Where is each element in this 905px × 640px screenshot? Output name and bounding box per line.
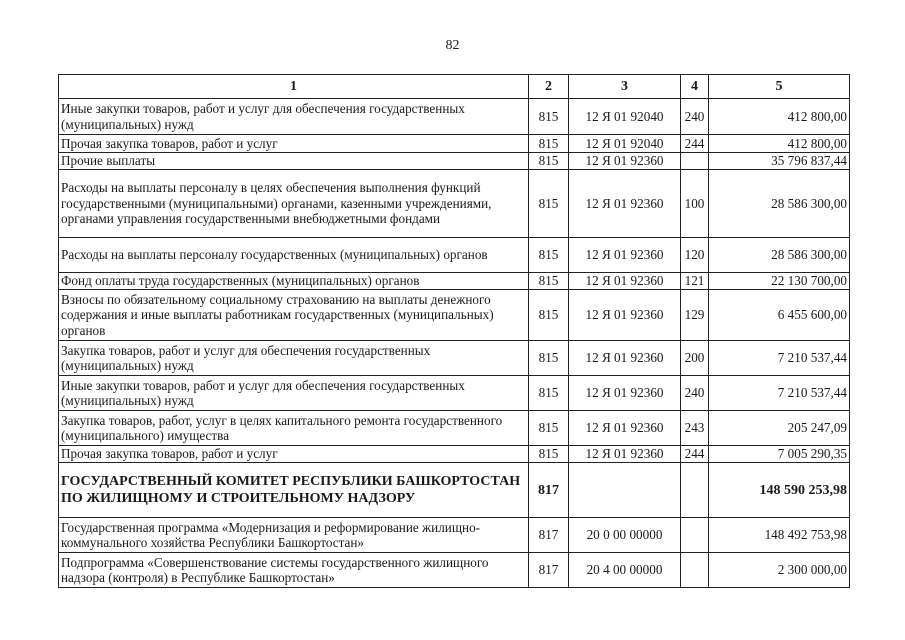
row-amount: 148 492 753,98 bbox=[709, 518, 850, 553]
row-target-article: 20 4 00 00000 bbox=[569, 553, 681, 588]
row-target-article bbox=[569, 463, 681, 518]
row-name: ГОСУДАРСТВЕННЫЙ КОМИТЕТ РЕСПУБЛИКИ БАШКОРТОСТАН ПО ЖИЛИЩНОМУ И СТРОИТЕЛЬНОМУ НАДЗОРУ bbox=[59, 463, 529, 518]
column-header-2: 2 bbox=[529, 75, 569, 99]
row-expense-type: 240 bbox=[681, 376, 709, 411]
row-amount: 7 210 537,44 bbox=[709, 341, 850, 376]
row-target-article: 12 Я 01 92360 bbox=[569, 376, 681, 411]
row-department-code: 815 bbox=[529, 170, 569, 238]
row-expense-type: 243 bbox=[681, 411, 709, 446]
table-row bbox=[59, 411, 850, 446]
row-amount: 28 586 300,00 bbox=[709, 170, 850, 238]
row-target-article: 12 Я 01 92360 bbox=[569, 153, 681, 170]
row-expense-type bbox=[681, 518, 709, 553]
table-row bbox=[59, 273, 850, 290]
table-row bbox=[59, 135, 850, 153]
row-amount: 412 800,00 bbox=[709, 135, 850, 153]
row-expense-type bbox=[681, 463, 709, 518]
row-amount: 22 130 700,00 bbox=[709, 273, 850, 290]
row-name: Подпрограмма «Совершенствование системы государственного жилищного надзора (контроля) в Республике Башкортостан» bbox=[59, 553, 529, 588]
table-row-department bbox=[59, 463, 850, 518]
row-name: Прочая закупка товаров, работ и услуг bbox=[59, 135, 529, 153]
row-name: Расходы на выплаты персоналу в целях обеспечения выполнения функций государственными (муниципальными) органами, казенными учреждениями, органами управления государственными внебюджетными фондами bbox=[59, 170, 529, 238]
row-name: Прочие выплаты bbox=[59, 153, 529, 170]
column-header-4: 4 bbox=[681, 75, 709, 99]
column-header-5: 5 bbox=[709, 75, 850, 99]
row-target-article: 12 Я 01 92360 bbox=[569, 411, 681, 446]
table-row bbox=[59, 238, 850, 273]
row-department-code: 815 bbox=[529, 290, 569, 341]
row-department-code: 815 bbox=[529, 99, 569, 135]
column-header-3: 3 bbox=[569, 75, 681, 99]
row-name: Государственная программа «Модернизация и реформирование жилищно-коммунального хозяйства Республики Башкортостан» bbox=[59, 518, 529, 553]
table-row bbox=[59, 518, 850, 553]
row-name: Закупка товаров, работ и услуг для обеспечения государственных (муниципальных) нужд bbox=[59, 341, 529, 376]
row-target-article: 20 0 00 00000 bbox=[569, 518, 681, 553]
row-amount: 35 796 837,44 bbox=[709, 153, 850, 170]
table-row bbox=[59, 553, 850, 588]
table-row bbox=[59, 153, 850, 170]
table-row bbox=[59, 376, 850, 411]
row-expense-type bbox=[681, 153, 709, 170]
row-name: Прочая закупка товаров, работ и услуг bbox=[59, 446, 529, 463]
row-amount: 6 455 600,00 bbox=[709, 290, 850, 341]
row-expense-type: 244 bbox=[681, 135, 709, 153]
row-department-code: 817 bbox=[529, 553, 569, 588]
row-department-code: 815 bbox=[529, 341, 569, 376]
row-amount: 7 210 537,44 bbox=[709, 376, 850, 411]
row-amount: 2 300 000,00 bbox=[709, 553, 850, 588]
row-expense-type: 240 bbox=[681, 99, 709, 135]
row-name: Расходы на выплаты персоналу государственных (муниципальных) органов bbox=[59, 238, 529, 273]
table-row bbox=[59, 290, 850, 341]
row-amount: 412 800,00 bbox=[709, 99, 850, 135]
row-amount: 148 590 253,98 bbox=[709, 463, 850, 518]
row-amount: 205 247,09 bbox=[709, 411, 850, 446]
row-department-code: 815 bbox=[529, 411, 569, 446]
row-target-article: 12 Я 01 92360 bbox=[569, 238, 681, 273]
row-department-code: 815 bbox=[529, 238, 569, 273]
row-target-article: 12 Я 01 92360 bbox=[569, 446, 681, 463]
row-department-code: 815 bbox=[529, 376, 569, 411]
row-department-code: 815 bbox=[529, 446, 569, 463]
table-row bbox=[59, 99, 850, 135]
row-expense-type: 200 bbox=[681, 341, 709, 376]
row-target-article: 12 Я 01 92360 bbox=[569, 170, 681, 238]
row-expense-type bbox=[681, 553, 709, 588]
table-row bbox=[59, 446, 850, 463]
row-department-code: 817 bbox=[529, 518, 569, 553]
row-expense-type: 100 bbox=[681, 170, 709, 238]
row-amount: 28 586 300,00 bbox=[709, 238, 850, 273]
row-target-article: 12 Я 01 92040 bbox=[569, 135, 681, 153]
row-target-article: 12 Я 01 92360 bbox=[569, 290, 681, 341]
row-department-code: 815 bbox=[529, 153, 569, 170]
row-target-article: 12 Я 01 92040 bbox=[569, 99, 681, 135]
row-department-code: 817 bbox=[529, 463, 569, 518]
row-name: Взносы по обязательному социальному страхованию на выплаты денежного содержания и иные выплаты работникам государственных (муниципальных) органов bbox=[59, 290, 529, 341]
row-name: Иные закупки товаров, работ и услуг для обеспечения государственных (муниципальных) нужд bbox=[59, 376, 529, 411]
row-expense-type: 244 bbox=[681, 446, 709, 463]
row-name: Закупка товаров, работ, услуг в целях капитального ремонта государственного (муниципального) имущества bbox=[59, 411, 529, 446]
row-target-article: 12 Я 01 92360 bbox=[569, 273, 681, 290]
row-expense-type: 129 bbox=[681, 290, 709, 341]
row-name: Фонд оплаты труда государственных (муниципальных) органов bbox=[59, 273, 529, 290]
row-expense-type: 121 bbox=[681, 273, 709, 290]
header-row bbox=[59, 75, 850, 99]
row-expense-type: 120 bbox=[681, 238, 709, 273]
budget-table bbox=[58, 74, 850, 588]
column-header-1: 1 bbox=[59, 75, 529, 99]
row-department-code: 815 bbox=[529, 273, 569, 290]
page-number: 82 bbox=[445, 38, 460, 53]
row-amount: 7 005 290,35 bbox=[709, 446, 850, 463]
table-row bbox=[59, 170, 850, 238]
table-row bbox=[59, 341, 850, 376]
row-department-code: 815 bbox=[529, 135, 569, 153]
row-name: Иные закупки товаров, работ и услуг для обеспечения государственных (муниципальных) нужд bbox=[59, 99, 529, 135]
row-target-article: 12 Я 01 92360 bbox=[569, 341, 681, 376]
